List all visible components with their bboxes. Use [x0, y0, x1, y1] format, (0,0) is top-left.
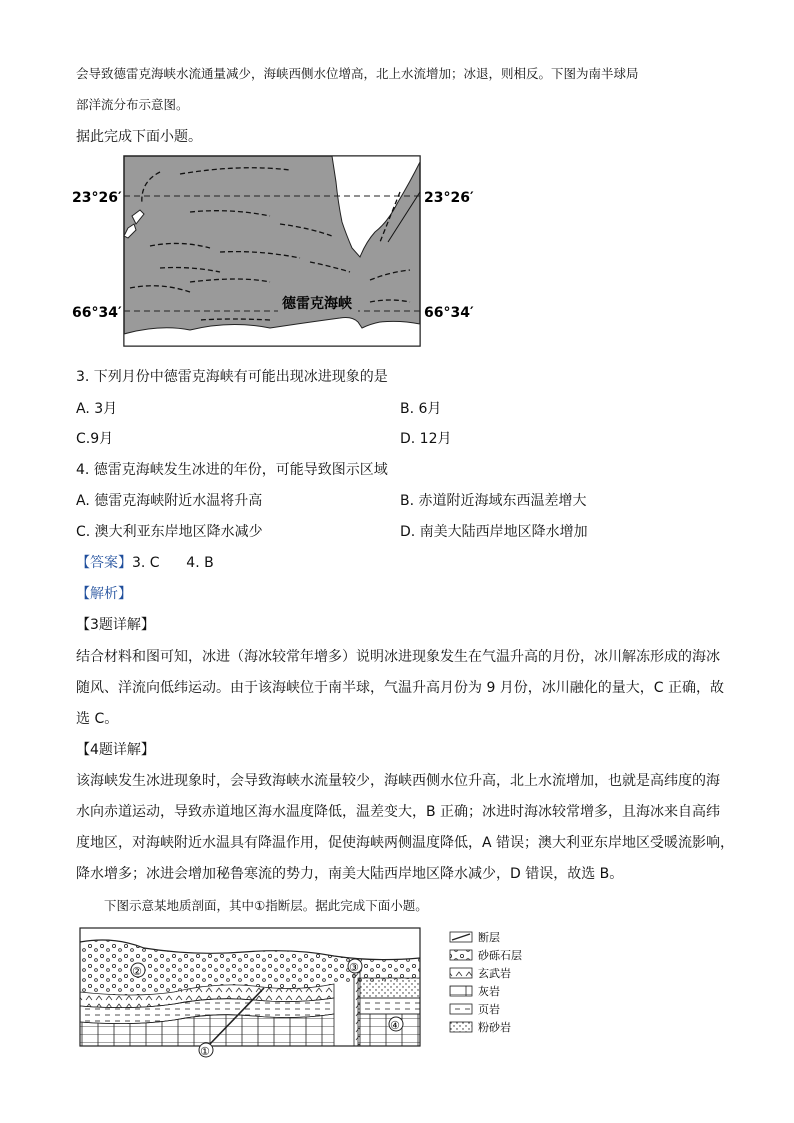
q4-option-c: C. 澳大利亚东岸地区降水减少 [76, 524, 263, 540]
analysis-label: 【解析】 [76, 586, 132, 602]
marker-2: ② [132, 965, 142, 978]
marker-4: ④ [390, 1019, 400, 1032]
legend-siltstone: 粉砂岩 [478, 1021, 511, 1034]
legend-shale: 页岩 [478, 1003, 500, 1016]
intro-line-3: 据此完成下面小题。 [76, 129, 202, 145]
d3-label: 【3题详解】 [76, 617, 155, 633]
d4-line-3: 度地区，对海峡附近水温具有降温作用，促使海峡两侧温度降低，A 错误；澳大利亚东岸地区受暖流影响， [76, 835, 735, 851]
d4-line-1: 该海峡发生冰进现象时，会导致海峡水流量较少，海峡西侧水位升高，北上水流增加，也就是高纬度的海 [76, 773, 720, 789]
answer-label: 【答案】 [76, 555, 132, 571]
q4-option-b: B. 赤道附近海域东西温差增大 [400, 493, 587, 509]
legend-limestone: 灰岩 [478, 985, 500, 998]
q3-option-b: B. 6月 [400, 401, 442, 417]
legend-swatch-gravel [450, 950, 472, 960]
d4-line-2: 水向赤道运动，导致赤道地区海水温度降低，温差变大，B 正确；冰进时海冰较常增多，且海冰来自高纬 [76, 804, 721, 820]
marker-3: ③ [349, 961, 359, 974]
q4-option-a: A. 德雷克海峡附近水温将升高 [76, 493, 263, 509]
legend-basalt: 玄武岩 [478, 967, 511, 980]
right-shale-layer [358, 998, 420, 1014]
strait-label: 德雷克海峡 [282, 296, 352, 312]
answer-value: 3. C 4. B [132, 555, 214, 571]
legend-gravel: 砂砾石层 [478, 949, 522, 962]
geo-intro: 下图示意某地质剖面，其中①指断层。据此完成下面小题。 [104, 898, 428, 913]
legend-swatch-shale [450, 1004, 472, 1014]
legend [450, 930, 522, 1034]
q3-stem: 3. 下列月份中德雷克海峡有可能出现冰进现象的是 [76, 369, 388, 385]
intrusion-dike [354, 968, 360, 1046]
d4-line-4: 降水增多；冰进会增加秘鲁寒流的势力，南美大陆西岸地区降水减少，D 错误，故选 B。 [76, 866, 624, 882]
answer-line [76, 552, 214, 572]
ocean-current-map [70, 152, 490, 352]
legend-swatch-siltstone [450, 1022, 472, 1032]
marker-1: ① [200, 1045, 210, 1058]
d3-line-2: 随风、洋流向低纬运动。由于该海峡位于南半球，气温升高月份为 9 月份，冰川融化的量大，C 正确，故 [76, 680, 725, 696]
lat-label-top-left: 23°26′ [72, 190, 122, 206]
q4-option-d: D. 南美大陆西岸地区降水增加 [400, 524, 588, 540]
geologic-section [74, 922, 554, 1062]
q3-option-d: D. 12月 [400, 431, 452, 447]
legend-fault: 断层 [478, 931, 500, 944]
legend-swatch-limestone [450, 986, 472, 996]
lat-label-bottom-right: 66°34′ [424, 305, 474, 321]
lat-label-bottom-left: 66°34′ [72, 305, 122, 321]
q3-option-a: A. 3月 [76, 401, 118, 417]
d4-label: 【4题详解】 [76, 742, 155, 758]
q3-option-c: C.9月 [76, 431, 114, 447]
d3-line-3: 选 C。 [76, 711, 119, 727]
intro-line-1: 会导致德雷克海峡水流通量减少，海峡西侧水位增高，北上水流增加；冰退，则相反。下图为南半球局 [76, 66, 639, 81]
d3-line-1: 结合材料和图可知，冰进（海冰较常年增多）说明冰进现象发生在气温升高的月份，冰川解冻形成的海冰 [76, 649, 720, 665]
legend-swatch-basalt [450, 968, 472, 978]
intro-line-2: 部洋流分布示意图。 [76, 97, 189, 112]
lat-label-top-right: 23°26′ [424, 190, 474, 206]
q4-stem: 4. 德雷克海峡发生冰进的年份，可能导致图示区域 [76, 462, 388, 478]
right-limestone-layer [358, 1014, 420, 1046]
siltstone-layer [358, 978, 420, 998]
